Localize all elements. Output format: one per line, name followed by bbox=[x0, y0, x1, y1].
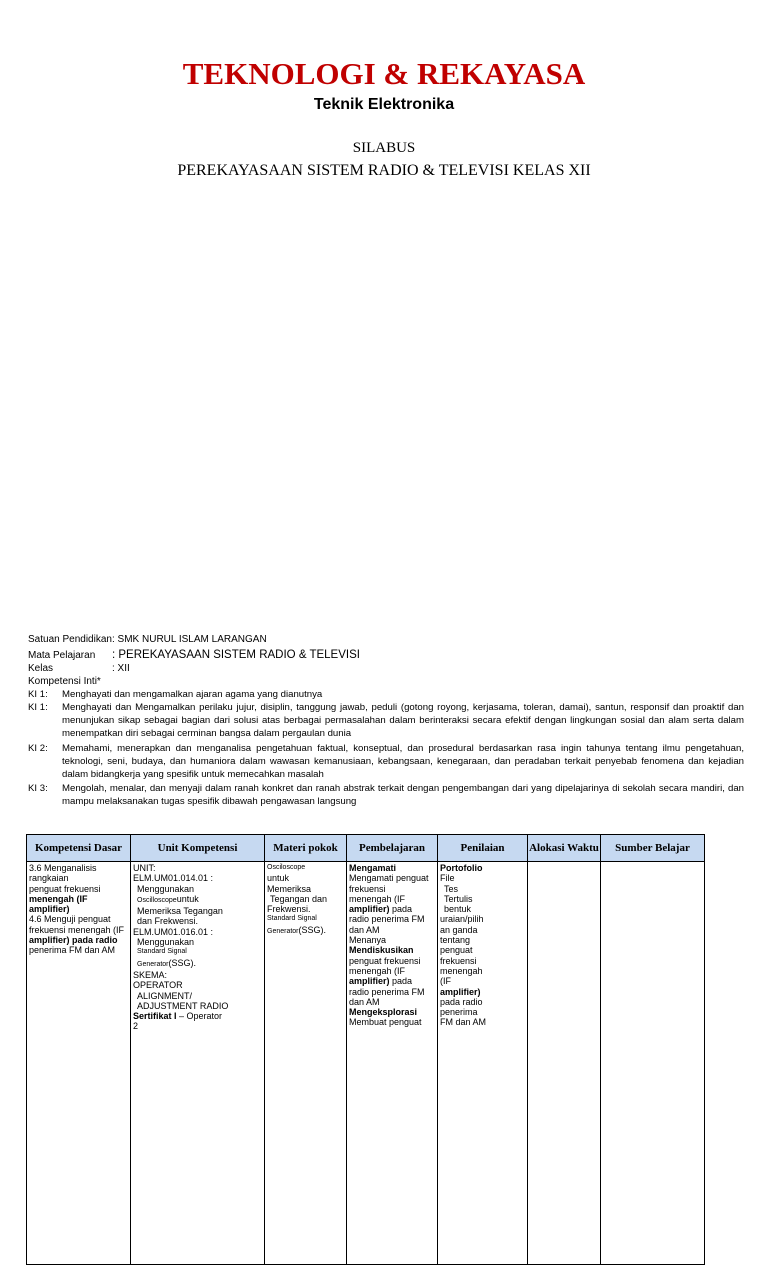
ki-heading: Kompetensi Inti* bbox=[28, 676, 101, 687]
course-title: PEREKAYASAAN SISTEM RADIO & TELEVISI KELAS XII bbox=[177, 162, 591, 179]
table-header-row bbox=[27, 835, 705, 862]
ki-item bbox=[28, 782, 744, 808]
cell-materi-pokok: Osciloscope untuk Memeriksa Tegangan dan Frekwensi. Standard Signal Generator(SSG). bbox=[265, 862, 347, 1265]
table-row bbox=[27, 862, 705, 1265]
cell-penilaian: Portofolio File Tes Tertulis bentuk uraian/pilih an ganda tentang penguat frekuensi menengah (IF amplifier) pada radio penerima FM dan AM bbox=[438, 862, 528, 1265]
header-materi-pokok: Materi pokok bbox=[265, 835, 347, 862]
header-alokasi-waktu: Alokasi Waktu bbox=[528, 835, 601, 862]
syllabus-table bbox=[26, 834, 705, 1265]
header-kompetensi-dasar: Kompetensi Dasar bbox=[27, 835, 131, 862]
cell-pembelajaran: Mengamati Mengamati penguat frekuensi menengah (IF amplifier) pada radio penerima FM dan AM Menanya Mendiskusikan penguat frekuensi menengah (IF amplifier) pada radio penerima FM dan AM Mengeksplorasi Membuat penguat bbox=[347, 862, 438, 1265]
ki-item bbox=[28, 701, 744, 740]
mapel-label: Mata Pelajaran bbox=[28, 650, 96, 661]
kelas-value: : XII bbox=[112, 663, 130, 674]
cell-unit-kompetensi: UNIT: ELM.UM01.014.01 : Menggunakan Oscilloscopeuntuk Memeriksa Tegangan dan Frekwensi. ELM.UM01.016.01 : Menggunakan Standard Signal Generator(SSG). SKEMA: OPERATOR ALIGNMENT/ ADJUSTMENT RADIO Sertifikat I – Operator 2 bbox=[131, 862, 265, 1265]
ki-text: Menghayati dan Mengamalkan perilaku jujur, disiplin, tanggung jawab, peduli (gotong royong, kerjasama, toleran, damai), santun, responsif dan proaktif dan menunjukan sikap sebagai bagian dari solusi atas berbagai permasalahan dalam berinteraksi secara efektif dengan lingkungan sosial dan alam serta dalam menempatkan diri sebagai cerminan bangsa dalam pergaulan dunia bbox=[62, 702, 744, 739]
mapel-row bbox=[28, 649, 360, 663]
cell-alokasi-waktu bbox=[528, 862, 601, 1265]
program-subtitle: Teknik Elektronika bbox=[313, 96, 455, 113]
ki-text: Mengolah, menalar, dan menyaji dalam ranah konkret dan ranah abstrak terkait dengan pengembangan dari yang dipelajarinya di sekolah secara mandiri, dan mampu melaksanakan tugas spesifik dibawah pengawasan langsung bbox=[62, 783, 744, 807]
ki-text: Memahami, menerapkan dan menganalisa pengetahuan faktual, konseptual, dan prosedural berdasarkan rasa ingin tahunya tentang ilmu pengetahuan, teknologi, seni, budaya, dan humaniora dalam wawasan kemanusiaan, kebangsaan, kenegaraan, dan peradaban terkait penyebab fenomena dan kejadian dalam bidangkerja yang spesifik untuk memecahkan masalah bbox=[62, 743, 744, 780]
header-sumber-belajar: Sumber Belajar bbox=[601, 835, 705, 862]
satuan-value: : SMK NURUL ISLAM LARANGAN bbox=[112, 634, 267, 645]
ki-text: Menghayati dan mengamalkan ajaran agama yang dianutnya bbox=[62, 689, 323, 700]
document-title: TEKNOLOGI & REKAYASA bbox=[182, 56, 586, 91]
ki-item bbox=[28, 742, 744, 781]
header-penilaian: Penilaian bbox=[438, 835, 528, 862]
document-type: SILABUS bbox=[352, 140, 416, 156]
ki-code: KI 1: bbox=[28, 702, 48, 713]
cell-sumber-belajar bbox=[601, 862, 705, 1265]
header-unit-kompetensi: Unit Kompetensi bbox=[131, 835, 265, 862]
mapel-value: : PEREKAYASAAN SISTEM RADIO & TELEVISI bbox=[112, 649, 360, 661]
ki-code: KI 1: bbox=[28, 689, 48, 700]
kelas-row bbox=[28, 663, 130, 676]
header-pembelajaran: Pembelajaran bbox=[347, 835, 438, 862]
ki-code: KI 2: bbox=[28, 743, 48, 754]
ki-item bbox=[28, 688, 744, 701]
kelas-label: Kelas bbox=[28, 663, 54, 674]
satuan-label: Satuan Pendidikan bbox=[28, 634, 112, 645]
cell-kompetensi-dasar: 3.6 Menganalisis rangkaian penguat frekuensi menengah (IF amplifier) 4.6 Menguji penguat frekuensi menengah (IF amplifier) pada radio penerima FM dan AM bbox=[27, 862, 131, 1265]
satuan-row bbox=[28, 634, 267, 647]
ki-code: KI 3: bbox=[28, 783, 48, 794]
